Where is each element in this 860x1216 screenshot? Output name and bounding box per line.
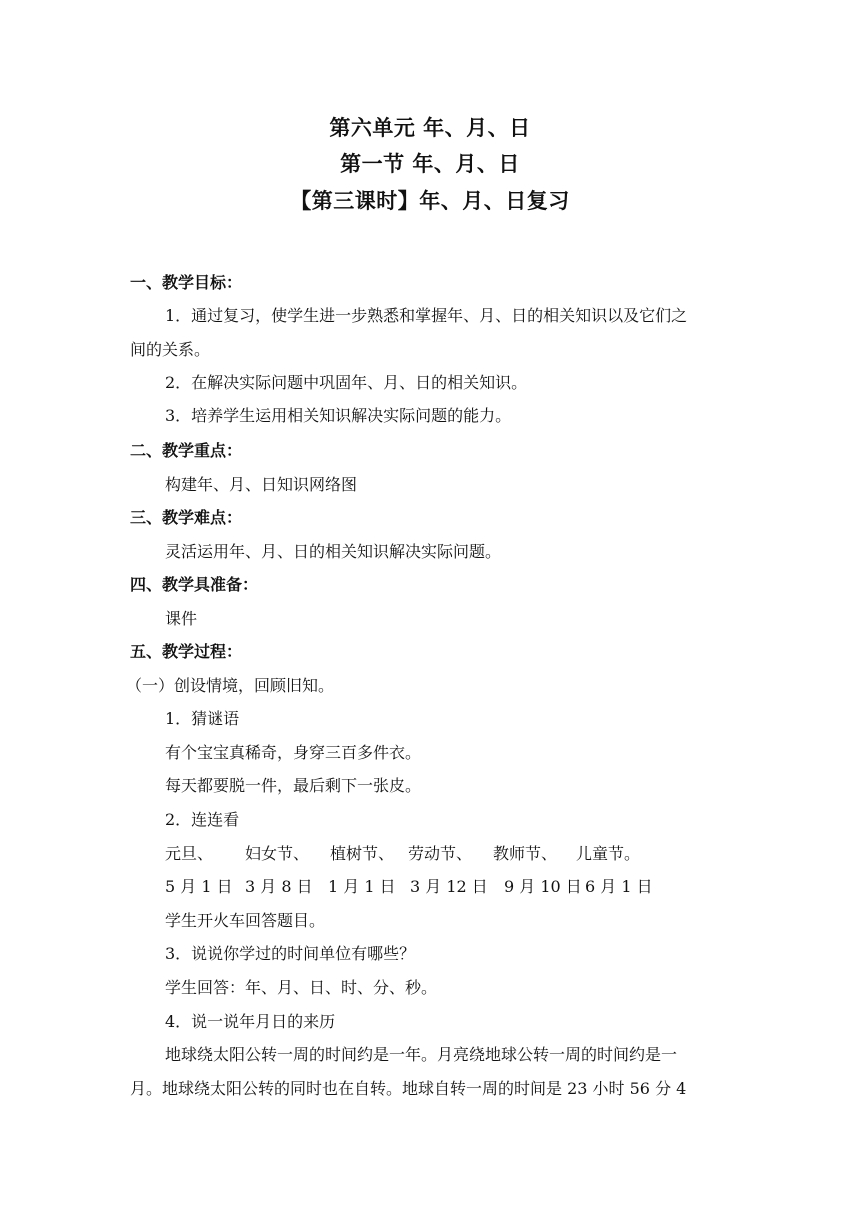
objective-item-1: 1．通过复习，使学生进一步熟悉和掌握年、月、日的相关知识以及它们之 xyxy=(165,306,688,325)
date-row xyxy=(165,876,685,898)
step4-paragraph-line-2: 月。地球绕太阳公转的同时也在自转。地球自转一周的时间是 23 小时 56 分 4 xyxy=(130,1079,687,1098)
process-subheading: （一）创设情境，回顾旧知。 xyxy=(126,676,335,695)
section-title: 第一节 年、月、日 xyxy=(340,151,520,176)
lesson-title: 【第三课时】年、月、日复习 xyxy=(290,188,570,213)
date-item: 5 月 1 日 xyxy=(165,877,233,896)
date-item: 9 月 10 日 xyxy=(504,877,582,896)
step3-answer: 学生回答：年、月、日、时、分、秒。 xyxy=(165,978,438,997)
step3-title: 3．说说你学过的时间单位有哪些？ xyxy=(165,944,416,963)
date-item: 6 月 1 日 xyxy=(585,877,653,896)
difficulty-text: 灵活运用年、月、日的相关知识解决实际问题。 xyxy=(165,542,502,561)
unit-title: 第六单元 年、月、日 xyxy=(329,115,531,140)
materials-heading: 四、教学具准备： xyxy=(130,575,259,594)
key-point-heading: 二、教学重点： xyxy=(130,441,243,460)
step2-title: 2．连连看 xyxy=(165,810,240,829)
holiday-item: 教师节、 xyxy=(493,844,558,863)
objectives-heading: 一、教学目标： xyxy=(130,273,243,292)
date-item: 3 月 8 日 xyxy=(245,877,313,896)
step4-title: 4．说一说年月日的来历 xyxy=(165,1012,336,1031)
objective-item-2: 2．在解决实际问题中巩固年、月、日的相关知识。 xyxy=(165,373,528,392)
holiday-item: 植树节、 xyxy=(330,844,395,863)
key-point-text: 构建年、月、日知识网络图 xyxy=(165,475,358,494)
holiday-item: 妇女节、 xyxy=(245,844,310,863)
step1-title: 1．猜谜语 xyxy=(165,709,240,728)
date-item: 1 月 1 日 xyxy=(328,877,396,896)
step2-note: 学生开火车回答题目。 xyxy=(165,911,326,930)
step4-paragraph-line-1: 地球绕太阳公转一周的时间约是一年。月亮绕地球公转一周的时间约是一 xyxy=(165,1045,678,1064)
riddle-line-1: 有个宝宝真稀奇，身穿三百多件衣。 xyxy=(165,743,422,762)
date-item: 3 月 12 日 xyxy=(410,877,488,896)
holiday-item: 劳动节、 xyxy=(408,844,473,863)
holiday-row xyxy=(165,843,685,865)
difficulty-heading: 三、教学难点： xyxy=(130,508,243,527)
riddle-line-2: 每天都要脱一件，最后剩下一张皮。 xyxy=(165,776,422,795)
materials-text: 课件 xyxy=(165,609,198,628)
objective-item-3: 3．培养学生运用相关知识解决实际问题的能力。 xyxy=(165,406,512,425)
objective-item-1-continued: 间的关系。 xyxy=(130,340,211,359)
holiday-item: 元旦、 xyxy=(165,844,214,863)
holiday-item: 儿童节。 xyxy=(576,844,641,863)
process-heading: 五、教学过程： xyxy=(130,642,243,661)
